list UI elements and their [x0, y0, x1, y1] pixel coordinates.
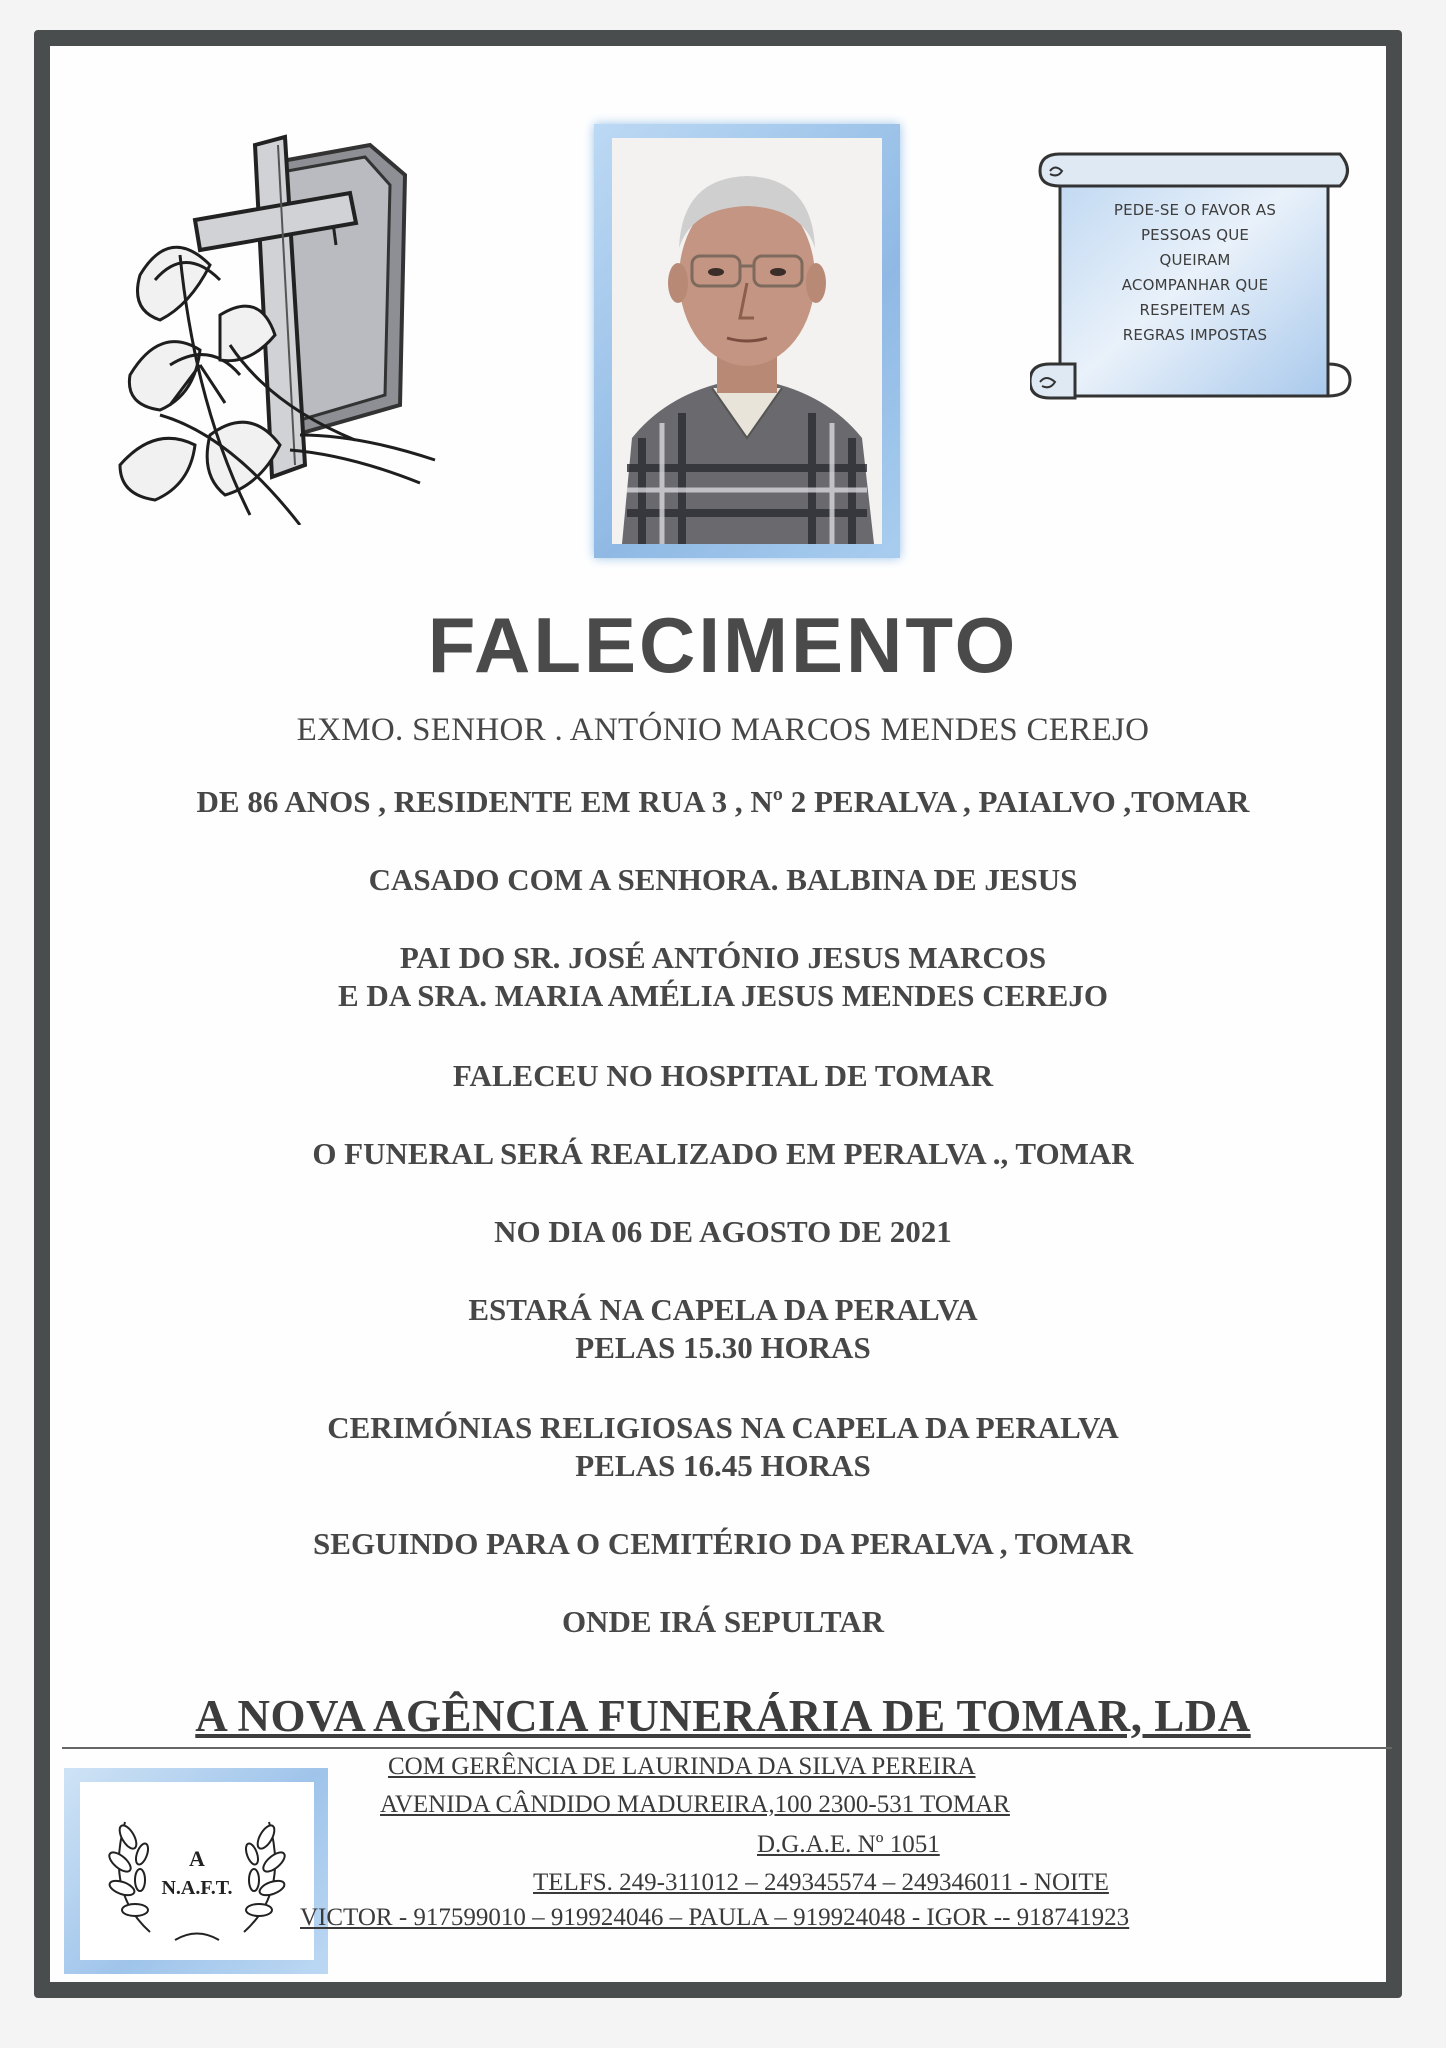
agency-phones: TELFS. 249-311012 – 249345574 – 249346011 - NOITE	[533, 1869, 1109, 1896]
ceremony-line: CERIMÓNIAS RELIGIOSAS NA CAPELA DA PERALVA	[327, 1410, 1119, 1445]
notice-line: QUEIRAM	[1159, 251, 1231, 269]
portrait-photo	[612, 138, 882, 544]
notice-line: REGRAS IMPOSTAS	[1122, 326, 1268, 344]
funeral-location: O FUNERAL SERÁ REALIZADO EM PERALVA ., TOMAR	[312, 1136, 1134, 1171]
funeral-date: NO DIA 06 DE AGOSTO DE 2021	[494, 1214, 952, 1249]
notice-line: PEDE-SE O FAVOR AS	[1113, 201, 1277, 219]
ceremony-time: PELAS 16.45 HORAS	[575, 1448, 871, 1483]
notice-line: RESPEITEM AS	[1139, 301, 1251, 319]
logo-letter: A	[189, 1846, 205, 1871]
divider	[62, 1747, 1392, 1749]
deceased-name: EXMO. SENHOR . ANTÓNIO MARCOS MENDES CEREJO	[296, 712, 1150, 748]
page-title: FALECIMENTO	[427, 601, 1019, 689]
agency-address: AVENIDA CÂNDIDO MADUREIRA,100 2300-531 TOMAR	[380, 1791, 1010, 1818]
children-line-2: E DA SRA. MARIA AMÉLIA JESUS MENDES CEREJO	[338, 978, 1108, 1013]
logo-initials: N.A.F.T.	[161, 1877, 233, 1899]
notice-box-text	[1070, 198, 1320, 348]
burial-line: ONDE IRÁ SEPULTAR	[561, 1604, 885, 1639]
agency-license: D.G.A.E. Nº 1051	[757, 1831, 940, 1858]
laurel-wreath-icon	[80, 1782, 314, 1960]
portrait-frame	[594, 124, 900, 558]
agency-name: A NOVA AGÊNCIA FUNERÁRIA DE TOMAR, LDA	[195, 1691, 1251, 1741]
notice-line: ACOMPANHAR QUE	[1121, 276, 1269, 294]
chapel-time: PELAS 15.30 HORAS	[575, 1330, 871, 1365]
notice-line: PESSOAS QUE	[1140, 226, 1250, 244]
man-portrait-icon	[612, 138, 882, 544]
cross-book-lilies-icon	[100, 105, 450, 525]
agency-logo	[64, 1768, 328, 1974]
death-place: FALECEU NO HOSPITAL DE TOMAR	[452, 1058, 994, 1093]
agency-management: COM GERÊNCIA DE LAURINDA DA SILVA PEREIRA	[388, 1753, 976, 1780]
chapel-line: ESTARÁ NA CAPELA DA PERALVA	[468, 1292, 978, 1327]
children-line-1: PAI DO SR. JOSÉ ANTÓNIO JESUS MARCOS	[399, 940, 1047, 975]
agency-night-contacts: VICTOR - 917599010 – 919924046 – PAULA – 919924048 - IGOR -- 918741923	[300, 1904, 1130, 1931]
agency-logo-inner	[80, 1782, 314, 1960]
cemetery-line: SEGUINDO PARA O CEMITÉRIO DA PERALVA , TOMAR	[313, 1526, 1133, 1561]
spouse-line: CASADO COM A SENHORA. BALBINA DE JESUS	[368, 862, 1078, 897]
age-residence: DE 86 ANOS , RESIDENTE EM RUA 3 , Nº 2 PERALVA , PAIALVO ,TOMAR	[196, 784, 1250, 819]
